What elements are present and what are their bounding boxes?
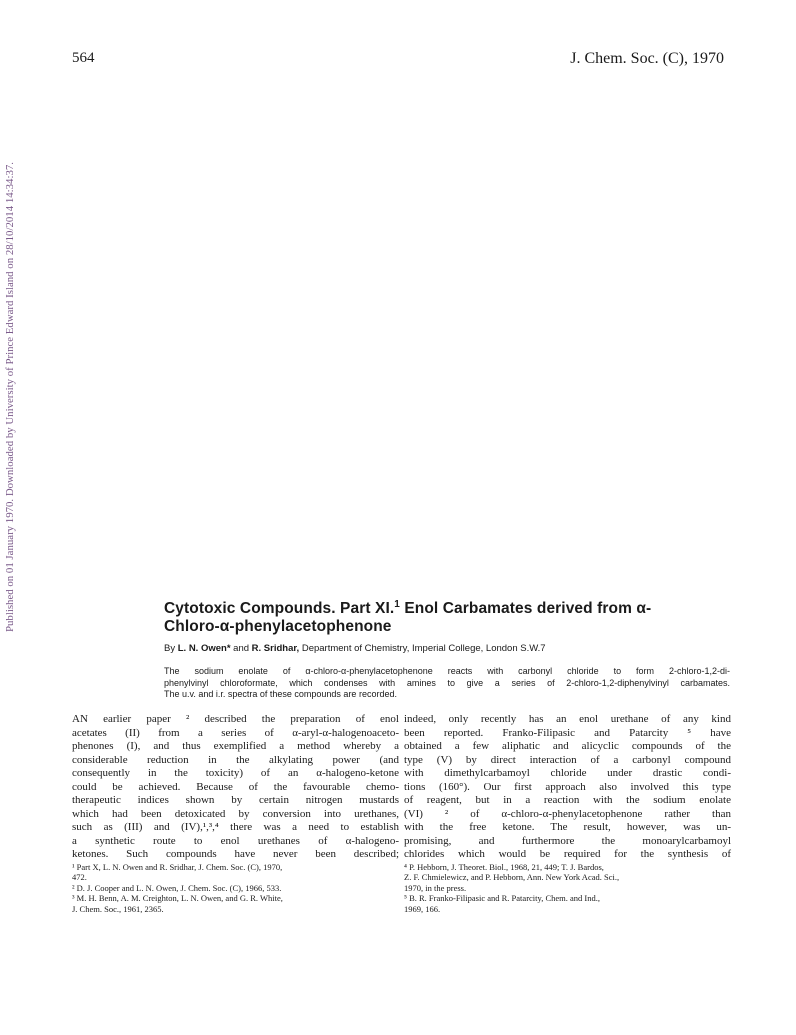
- author-2: R. Sridhar,: [251, 643, 300, 654]
- title-main: Cytotoxic Compounds. Part XI.: [164, 600, 395, 617]
- body-line: (VI) ² of α-chloro-α-phenylacetophenone rather than: [404, 807, 731, 820]
- footnote-line: ⁵ B. R. Franko-Filipasic and R. Patarcity, Chem. and Ind.,: [404, 893, 600, 903]
- body-line: of reagent, but in a reaction with the sodium enolate: [404, 794, 731, 806]
- footnote-line: 1969, 166.: [404, 903, 441, 914]
- footnote-line: ⁴ P. Hebborn, J. Theoret. Biol., 1968, 21, 449; T. J. Bardos,: [404, 861, 604, 872]
- page-number: 564: [72, 50, 95, 66]
- body-line: type (V) by direct interaction of a carbonyl compound: [404, 753, 731, 766]
- body-line: indeed, only recently has an enol urethane of any kind: [404, 713, 731, 725]
- body-line: which had been detoxicated by conversion into urethanes,: [72, 807, 399, 820]
- byline-prefix: By: [164, 643, 178, 654]
- body-line: promising, and furthermore the monoarylcarbamoyl: [404, 834, 731, 847]
- watermark-text: Published on 01 January 1970. Downloaded by University of Prince Edward Island on 28/10/2014 14:34:37.: [5, 197, 16, 632]
- footnote-line: 472.: [72, 872, 87, 882]
- footnote-line: 1970, in the press.: [404, 882, 467, 893]
- body-line: AN earlier paper ² described the preparation of enol: [72, 713, 399, 725]
- body-line: acetates (II) from a series of α-aryl-α-halogenoaceto-: [72, 726, 399, 739]
- footnotes-right: [404, 862, 731, 915]
- download-watermark: [0, 0, 20, 1035]
- title-line-2: Chloro-α-phenylacetophenone: [164, 618, 392, 635]
- abstract-line: phenylvinyl chloroformate, which condenses with amines to give a series of 2-chloro-1,2-diphenylvinyl carbamates.: [164, 677, 730, 688]
- body-line: phenones (I), and thus exemplified a method whereby a: [72, 740, 399, 752]
- footnote-line: Z. F. Chmielewicz, and P. Hebborn, Ann. New York Acad. Sci.,: [404, 872, 620, 882]
- affiliation: Department of Chemistry, Imperial College, London S.W.7: [299, 643, 546, 654]
- body-line: been reported. Franko-Filipasic and Patarcity ⁵ have: [404, 726, 731, 739]
- body-line: obtained a few aliphatic and alicyclic compounds of the: [404, 740, 731, 752]
- abstract-line: The u.v. and i.r. spectra of these compounds are recorded.: [164, 689, 397, 699]
- footnote-line: ¹ Part X, L. N. Owen and R. Sridhar, J. Chem. Soc. (C), 1970,: [72, 861, 283, 872]
- byline-and: and: [230, 643, 252, 654]
- body-paragraph: [72, 713, 399, 862]
- body-line: could be achieved. Because of the favourable chemo-: [72, 780, 399, 793]
- author-1: L. N. Owen: [177, 643, 227, 654]
- footnote-line: ² D. J. Cooper and L. N. Owen, J. Chem. Soc. (C), 1966, 533.: [72, 882, 282, 893]
- abstract-line: The sodium enolate of α-chloro-α-phenylacetophenone reacts with carbonyl chloride to form 2-chloro-1,2-di-: [164, 666, 730, 676]
- body-line: with dimethylcarbamoyl chloride under drastic condi-: [404, 767, 731, 779]
- body-line: therapeutic indices shown by certain nitrogen mustards: [72, 794, 399, 806]
- body-line: considerable reduction in the alkylating power (and: [72, 753, 399, 766]
- author-1-mark: *: [226, 643, 231, 654]
- title-rest: Enol Carbamates derived from α-: [399, 600, 652, 617]
- journal-title: J. Chem. Soc. (C), 1970: [570, 50, 724, 67]
- body-line: chlorides which would be required for the synthesis of: [404, 848, 731, 860]
- byline: [164, 643, 732, 654]
- abstract: [164, 666, 730, 701]
- footnotes-left: [72, 862, 399, 915]
- footnote-line: J. Chem. Soc., 1961, 2365.: [72, 903, 164, 914]
- body-line: with the free ketone. The result, however, was un-: [404, 821, 731, 833]
- article-title: [164, 600, 732, 636]
- body-line: a synthetic route to enol urethanes of α-halogeno-: [72, 834, 399, 847]
- title-footnote-ref[interactable]: 1: [394, 598, 400, 610]
- body-line: tions (160°). Our first approach also involved this type: [404, 780, 731, 793]
- body-line: ketones. Such compounds have never been described;: [72, 848, 399, 860]
- body-paragraph: [404, 713, 731, 862]
- body-line: such as (III) and (IV),¹,³,⁴ there was a need to establish: [72, 821, 399, 833]
- body-line: consequently in the toxicity) of an α-halogeno-ketone: [72, 767, 399, 779]
- right-column: [404, 713, 731, 914]
- footnote-line: ³ M. H. Benn, A. M. Creighton, L. N. Owen, and G. R. White,: [72, 893, 283, 903]
- left-column: [72, 713, 399, 914]
